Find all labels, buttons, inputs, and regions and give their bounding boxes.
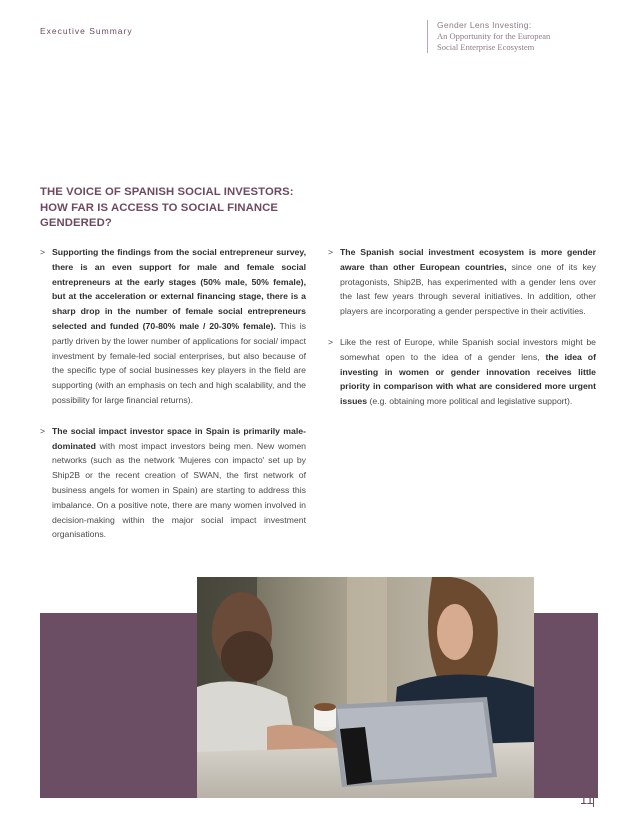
bullet-marker: > xyxy=(40,425,46,436)
section-title xyxy=(40,185,300,232)
document-title-line1: Gender Lens Investing: xyxy=(437,20,532,30)
right-column xyxy=(328,245,596,425)
section-title-line3: GENDERED? xyxy=(40,217,112,229)
document-title xyxy=(427,20,607,53)
bullet-marker: > xyxy=(328,336,334,347)
bullet-marker: > xyxy=(40,247,46,257)
section-title-line1: THE VOICE OF SPANISH SOCIAL INVESTORS: xyxy=(40,186,294,198)
bullet-point xyxy=(40,245,306,408)
bullet-text: Like the rest of Europe, while Spanish social investors might be somewhat open to the idea of a gender lens, xyxy=(340,336,596,362)
meeting-photo xyxy=(197,577,534,798)
bullet-point xyxy=(328,245,596,319)
section-title-line2: HOW FAR IS ACCESS TO SOCIAL FINANCE xyxy=(40,201,279,214)
bullet-text: with most impact investors being men. New women networks (such as the network 'Mujeres con impacto' set up by Ship2B or the recent creation of SWAN, the first network of business angels for women in Spain) are starting to address this imbalance. On a positive note, there are many women involved in decision-making within the major social impact investment organisations. xyxy=(52,440,306,540)
section-label: Executive Summary xyxy=(40,26,133,36)
left-column xyxy=(40,245,306,558)
bullet-text: (e.g. obtaining more political and legislative support). xyxy=(367,396,573,407)
bullet-marker: > xyxy=(328,247,334,257)
meeting-photo-illustration xyxy=(197,577,534,798)
bullet-text: This is partly driven by the lower number of applications for social/ impact investment by female-led social enterprises, but also because of the specific type of social businesses key players in the field are supporting (with an emphasis on tech and high scalability, and the possibility for large financial returns). xyxy=(52,320,306,405)
page-number: 11 xyxy=(580,792,594,807)
bullet-bold-text: The social impact investor space in Spain is primarily male-dominated xyxy=(52,425,306,451)
document-title-line2: An Opportunity for the European xyxy=(437,31,551,41)
bullet-bold-text: Supporting the findings from the social entrepreneur survey, there is an even support for male and female social entrepreneurs at the early stages (50% male, 50% female), but at the acceleration or external financing stage, there is a sharp drop in the number of female social entrepreneurs selected and funded (70-80% male / 20-30% female). xyxy=(52,247,306,331)
document-title-line3: Social Enterprise Ecosystem xyxy=(437,42,535,52)
bullet-point xyxy=(40,424,306,542)
bullet-text: since one of its key protagonists, Ship2B, has experimented with a gender lens over the last few years through several initiatives. In addition, other players are incorporating a gender perspective in their activities. xyxy=(340,261,596,317)
bullet-point xyxy=(328,335,596,409)
bullet-bold-text: the idea of investing in women or gender innovation receives little priority in comparison with what are considered more urgent issues xyxy=(340,351,596,407)
bullet-bold-text: The Spanish social investment ecosystem is more gender aware than other European countries, xyxy=(340,247,596,272)
page-number-divider xyxy=(593,787,594,807)
